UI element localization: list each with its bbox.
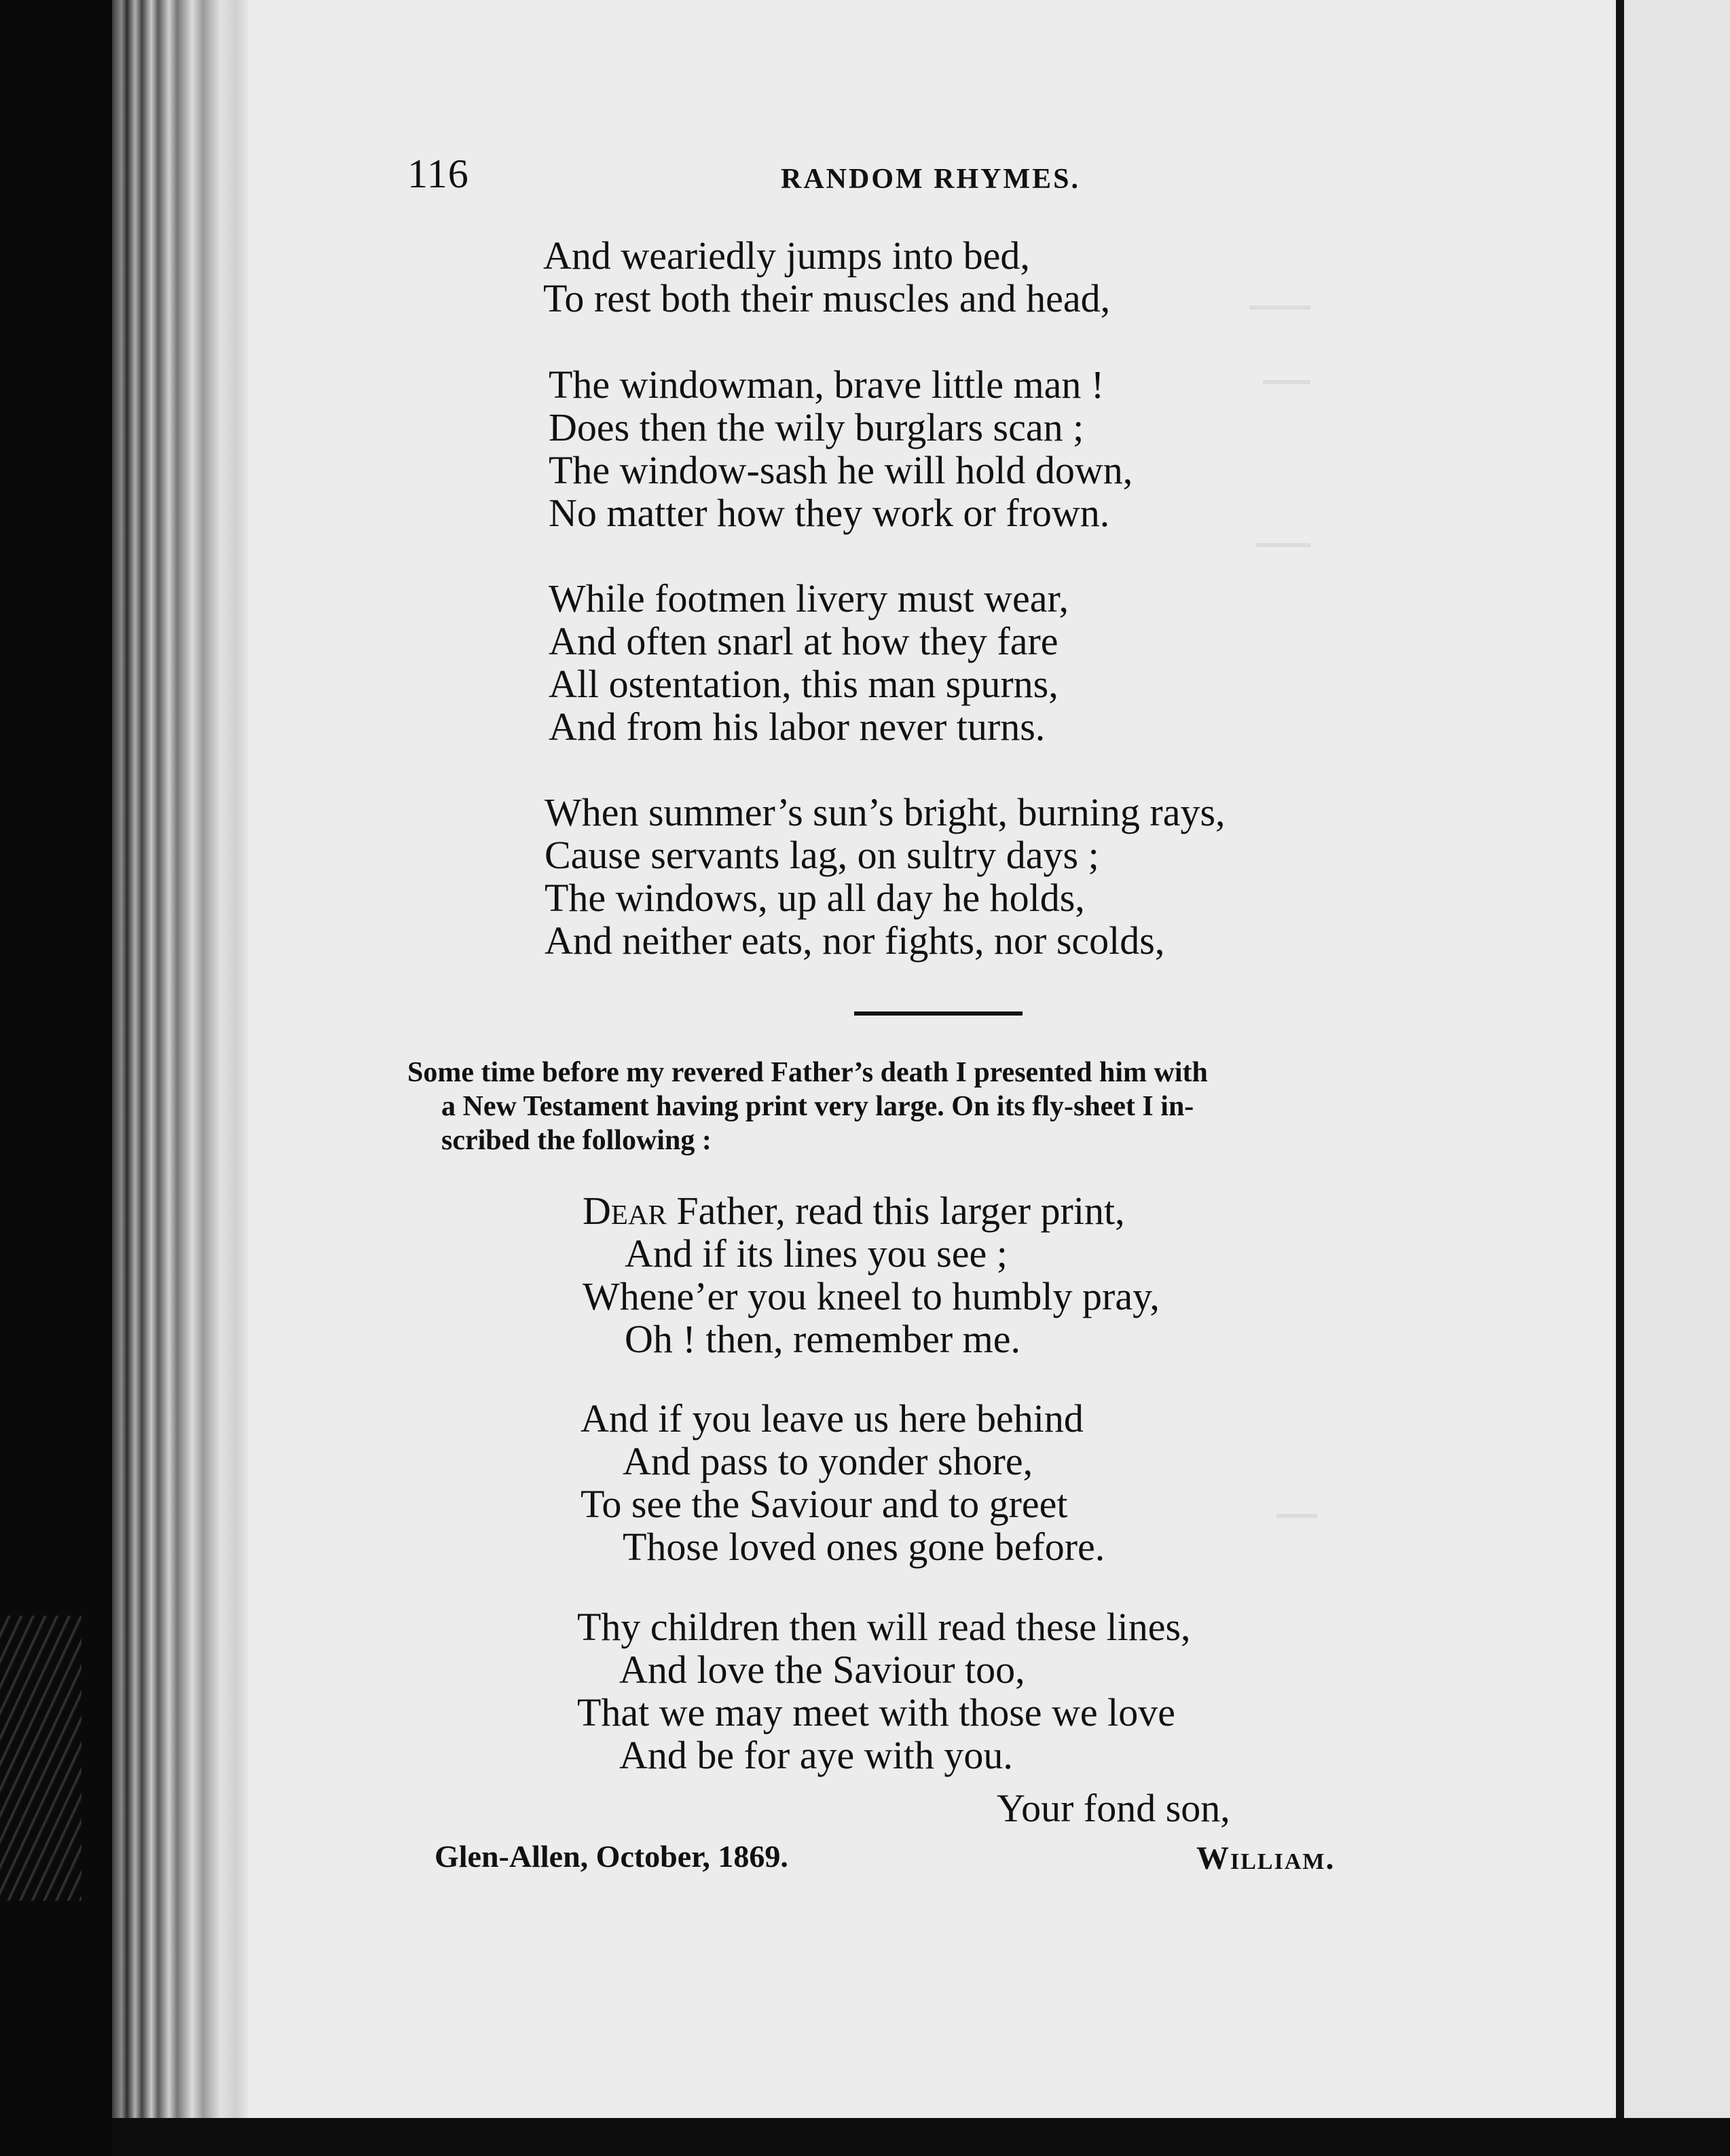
poem-line: And pass to yonder shore, — [623, 1439, 1033, 1483]
poem-line: No matter how they work or frown. — [549, 491, 1110, 535]
poem-line: The windowman, brave little man ! — [549, 363, 1105, 407]
poem-line: And if you leave us here behind — [581, 1396, 1084, 1441]
poem-line: Cause servants lag, on sultry days ; — [545, 833, 1099, 877]
poem-line: While footmen livery must wear, — [549, 576, 1069, 620]
poem-line: And from his labor never turns. — [549, 705, 1046, 749]
facing-page-edge — [1616, 0, 1624, 2118]
poem-line: And often snarl at how they fare — [549, 619, 1059, 663]
facing-page — [1624, 0, 1730, 2118]
page-edges — [112, 0, 248, 2156]
poem-line: And if its lines you see ; — [625, 1231, 1008, 1276]
poem-line: Oh ! then, remember me. — [625, 1317, 1021, 1361]
drop-word: Dear — [583, 1189, 667, 1233]
poem-line: The windows, up all day he holds, — [545, 876, 1085, 920]
poem-stanza — [545, 791, 1226, 962]
prose-note — [407, 1056, 1467, 1157]
poem-line: Does then the wily burglars scan ; — [549, 405, 1084, 449]
poem-line — [583, 1189, 1160, 1232]
poem-stanza — [549, 577, 1069, 748]
poem-line: When summer’s sun’s bright, burning rays, — [545, 790, 1226, 834]
note-line: scribed the following : — [441, 1125, 712, 1156]
poem-line: Whene’er you kneel to humbly pray, — [583, 1274, 1160, 1318]
poem-line: That we may meet with those we love — [577, 1690, 1176, 1734]
poem-stanza — [583, 1189, 1160, 1360]
running-head: RANDOM RHYMES. — [781, 164, 1080, 195]
poem-stanza — [581, 1397, 1105, 1568]
note-line: Some time before my revered Father’s death I presented him with — [407, 1057, 1208, 1088]
poem-line: The window-sash he will hold down, — [549, 448, 1133, 492]
poem-stanza — [577, 1605, 1191, 1777]
poem-line: And weariedly jumps into bed, — [543, 234, 1030, 278]
poem-line: To see the Saviour and to greet — [581, 1482, 1068, 1526]
poem-line: And be for aye with you. — [619, 1733, 1013, 1777]
section-divider — [854, 1011, 1023, 1016]
poem-line: All ostentation, this man spurns, — [549, 662, 1059, 706]
place-date: Glen-Allen, October, 1869. — [435, 1839, 788, 1874]
poem-line: Those loved ones gone before. — [623, 1525, 1105, 1569]
poem-stanza — [549, 363, 1133, 534]
binding-damage — [0, 1616, 81, 1901]
poem-line-rest: Father, read this larger print, — [666, 1189, 1125, 1233]
scan-bottom-border — [112, 2118, 1730, 2156]
poem-line: And love the Saviour too, — [619, 1648, 1025, 1692]
signoff: Your fond son, — [997, 1786, 1230, 1830]
poem-line: To rest both their muscles and head, — [543, 276, 1111, 320]
page-number: 116 — [407, 151, 469, 196]
poem-stanza — [543, 234, 1110, 320]
poem-line: Thy children then will read these lines, — [577, 1605, 1191, 1649]
note-line: a New Testament having print very large. On its fly-sheet I in- — [441, 1091, 1194, 1122]
poem-line: And neither eats, nor fights, nor scolds, — [545, 918, 1165, 963]
signature: William. — [1196, 1840, 1336, 1876]
